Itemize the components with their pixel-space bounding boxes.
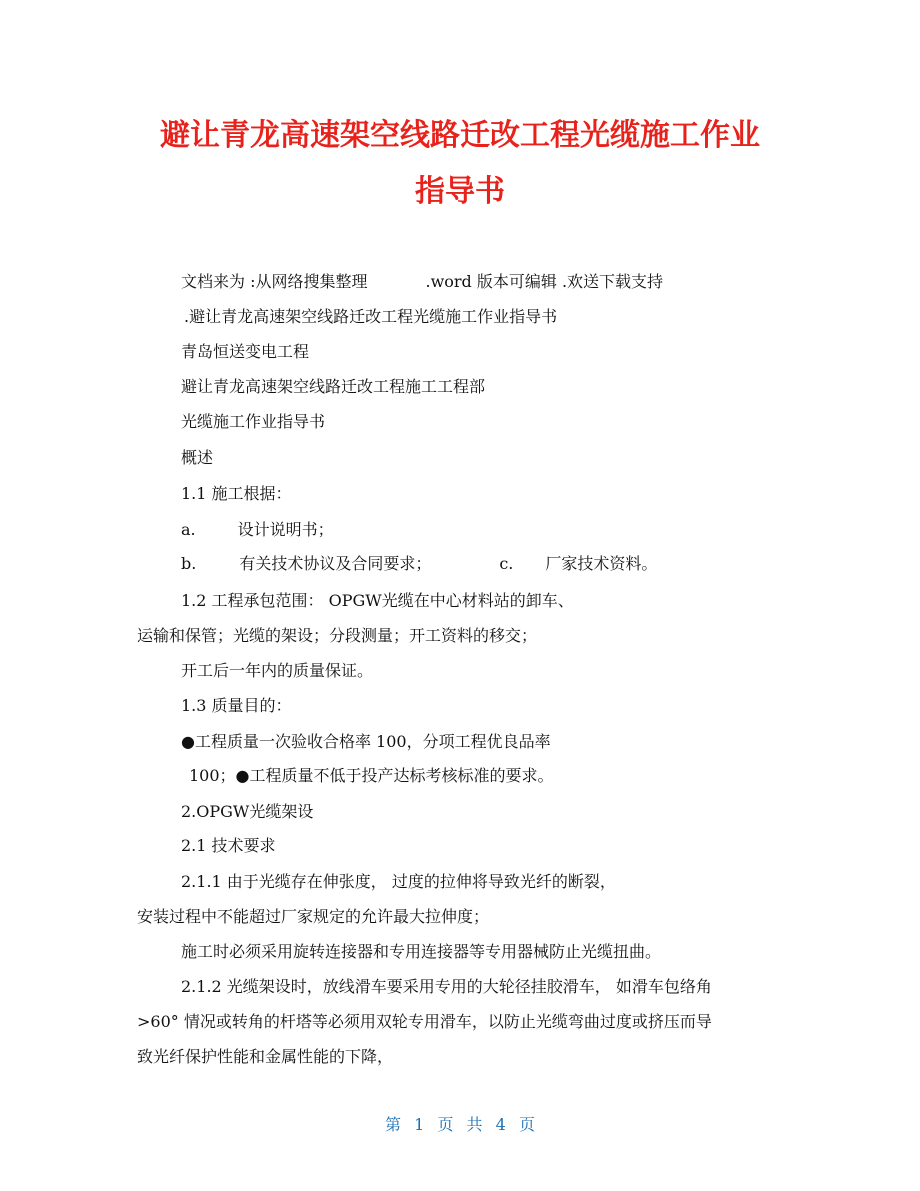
list-item bbox=[181, 553, 657, 575]
section-heading: 概述 bbox=[181, 448, 214, 467]
paragraph-line: 开工后一年内的质量保证。 bbox=[181, 661, 374, 680]
source-note-support-text: .word 版本可编辑 .欢送下载支持 bbox=[425, 272, 664, 291]
paragraph-line: 青岛恒送变电工程 bbox=[181, 342, 310, 361]
paragraph-line: 1.2 工程承包范围： OPGW光缆在中心材料站的卸车、 bbox=[181, 591, 574, 610]
paragraph-line: 运输和保管；光缆的架设；分段测量；开工资料的移交； bbox=[137, 626, 538, 645]
list-marker: b. bbox=[181, 554, 197, 573]
list-marker: c. bbox=[499, 554, 514, 573]
document-title-line-2: 指导书 bbox=[415, 174, 505, 209]
paragraph-line: .避让青龙高速架空线路迁改工程光缆施工作业指导书 bbox=[184, 307, 558, 326]
list-item-text: 有关技术协议及合同要求； bbox=[239, 554, 432, 573]
paragraph-line: 100；●工程质量不低于投产达标考核标准的要求。 bbox=[189, 766, 554, 785]
document-title-line-1: 避让青龙高速架空线路迁改工程光缆施工作业 bbox=[160, 118, 760, 153]
section-heading: 2.OPGW光缆架设 bbox=[181, 802, 314, 821]
footer-total-label: 共 bbox=[466, 1115, 483, 1134]
list-item bbox=[181, 519, 334, 541]
page-footer bbox=[0, 1114, 920, 1136]
source-note-text: 文档来为 :从网络搜集整理 bbox=[181, 272, 368, 291]
paragraph-line: 2.1.1 由于光缆存在伸张度， 过度的拉伸将导致光纤的断裂， bbox=[181, 872, 616, 891]
footer-page-number: 1 bbox=[414, 1115, 425, 1134]
subsection-heading: 1.1 施工根据： bbox=[181, 484, 292, 503]
list-marker: a. bbox=[181, 520, 196, 539]
subsection-heading: 1.3 质量目的： bbox=[181, 696, 292, 715]
footer-prefix: 第 bbox=[385, 1115, 402, 1134]
list-item-text: 厂家技术资料。 bbox=[545, 554, 658, 573]
paragraph-line: 致光纤保护性能和金属性能的下降， bbox=[137, 1047, 394, 1066]
subsection-heading: 2.1 技术要求 bbox=[181, 836, 276, 855]
paragraph-line: ●工程质量一次验收合格率 100，分项工程优良品率 bbox=[181, 732, 551, 751]
paragraph-line: 光缆施工作业指导书 bbox=[181, 412, 326, 431]
paragraph-line: 安装过程中不能超过厂家规定的允许最大拉伸度； bbox=[137, 907, 490, 926]
footer-total-pages: 4 bbox=[495, 1115, 506, 1134]
paragraph-line: 避让青龙高速架空线路迁改工程施工工程部 bbox=[181, 377, 486, 396]
paragraph-line: >60° 情况或转角的杆塔等必须用双轮专用滑车，以防止光缆弯曲过度或挤压而导 bbox=[137, 1012, 712, 1031]
source-note-line bbox=[181, 271, 663, 293]
paragraph-line: 施工时必须采用旋转连接器和专用连接器等专用器械防止光缆扭曲。 bbox=[181, 942, 662, 961]
list-item-text: 设计说明书； bbox=[237, 520, 334, 539]
footer-page-label: 页 bbox=[437, 1115, 454, 1134]
footer-suffix: 页 bbox=[518, 1115, 535, 1134]
paragraph-line: 2.1.2 光缆架设时，放线滑车要采用专用的大轮径挂胶滑车， 如滑车包络角 bbox=[181, 977, 712, 996]
